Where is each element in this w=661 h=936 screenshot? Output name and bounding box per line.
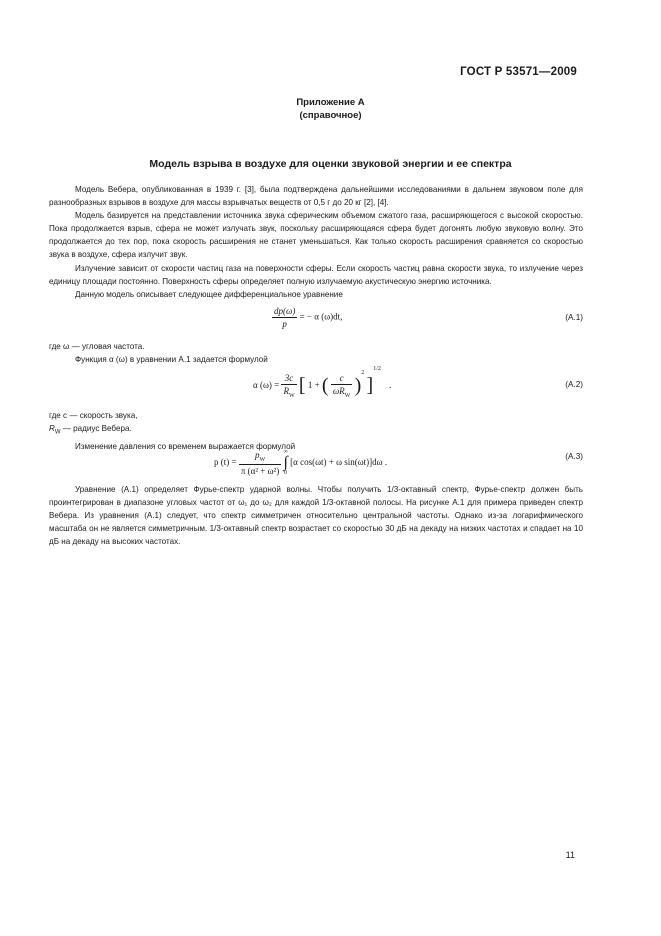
paragraph-model-basis: Модель базируется на представлении источника звука сферическим объемом сжатого газа, расширяющегося с высокой скоростью. Пока продолжается взрыв, сфера не может излучать звук, поскольку расширяющаяся сфера будет догонять любую звуковую волну. Это продолжается до тех пор, пока скорость расширения не станет уменьшаться. Как только скорость расширения сравняется со скоростью звука в воздухе, сфера излучит звук. <box>49 211 583 260</box>
paragraph-fourier-spectrum: Уравнение (А.1) определяет Фурье-спектр ударной волны. Чтобы получить 1/3-октавный спектр, Фурье-спектр должен быть проинтегрирован в диапазоне угловых частот от ω₁ до ω₂ для каждой 1/3-октавной полосы. На рисунке А.1 для примера приведен спектр Вебера. Из уравнения (А.1) следует, что спектр симметричен относительно центральной частоты. Однако из-за логарифмического масштаба он не является симметричным. 1/3-октавный спектр возрастает со скоростью 30 дБ на декаду на низких частотах и спадает на 10 дБ на декаду на высоких частотах. <box>49 485 583 547</box>
appendix-type: (справочное) <box>299 110 362 121</box>
document-title: Модель взрыва в воздухе для оценки звуковой энергии и ее спектра <box>149 158 512 170</box>
equation-a2-inner-fraction: $\frac{c}{\omega R_W}$ <box>332 373 351 399</box>
equation-a2-number: (А.2) <box>565 380 583 389</box>
paragraph-weber-model: Модель Вебера, опубликованная в 1939 г. [3], была подтверждена дальнейшими исследованиями в дальнем звуковом поле для разнообразных взрывов в воздухе для массы взрывчатых веществ от 0,5 г до 20 кг [2], [4]. <box>49 185 583 208</box>
integral-sign: ∞ ∫ 0 <box>283 449 288 476</box>
conclusion-block <box>49 483 583 548</box>
paragraph-pressure-change: Изменение давления со временем выражается формулой <box>75 441 296 451</box>
equation-a1-number: (А.1) <box>565 313 583 322</box>
standard-number: ГОСТ Р 53571—2009 <box>460 66 577 78</box>
equation-a1 <box>272 306 342 329</box>
where-rw: $R_W$ — радиус Вебера. <box>49 424 132 436</box>
paragraph-diff-equation: Данную модель описывает следующее дифференциальное уравнение <box>75 289 343 299</box>
equation-a1-rhs: = − α (ω)dt, <box>299 311 343 322</box>
where-omega: где ω — угловая частота. <box>49 342 145 351</box>
equation-a3-number: (А.3) <box>565 452 583 461</box>
paragraph-radiation: Излучение зависит от скорости частиц газа на поверхности сферы. Если скорость частиц равна скорости звука, то излучение через единицу площади постоянно. Поверхность сферы определяет полную излучаемую акустическую энергию источника. <box>49 263 583 286</box>
where-block-1 <box>49 340 583 366</box>
appendix-title: Приложение А <box>296 97 365 108</box>
page-number: 11 <box>565 850 575 860</box>
equation-a3-fraction: $\frac{p_W}{\text{π (α² + ω²)}}$ <box>240 450 280 476</box>
where-block-2 <box>49 409 583 453</box>
equation-a2: α (ω) = $\frac{3c}{R_W}$ [ 1 + ( $\frac{c}{\omega R_W}$ )$^2$ ]$^{1/2}$ . <box>253 366 392 399</box>
paragraph-alpha-function: Функция α (ω) в уравнении А.1 задается формулой <box>75 355 268 365</box>
where-c: где c — скорость звука, <box>49 411 138 420</box>
equation-a1-fraction: $\frac{dp(\omega)}{p}$ <box>274 306 296 329</box>
equation-a2-fraction: $\frac{3c}{R_W}$ <box>283 373 295 399</box>
intro-paragraphs <box>49 183 583 301</box>
equation-a3: p (t) = $\frac{p_W}{\text{π (α² + ω²)}}$ ∞ ∫ 0 [α cos(ωt) + ω sin(ωt)]dω . <box>214 449 388 476</box>
